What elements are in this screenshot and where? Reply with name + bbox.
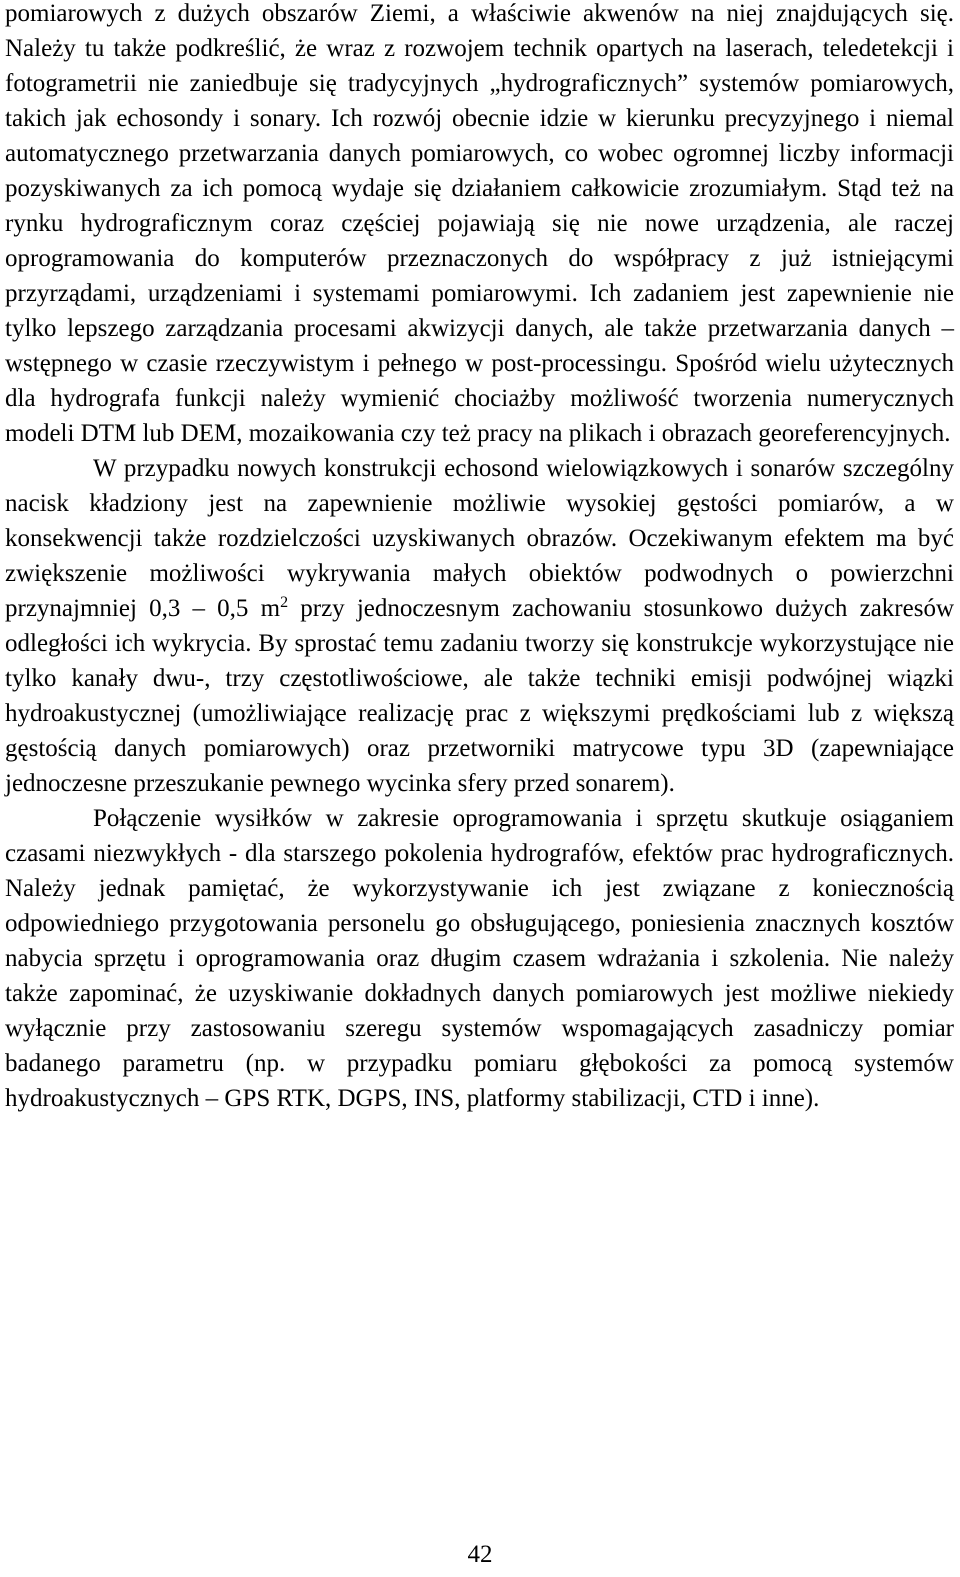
paragraph-software-hardware: Połączenie wysiłków w zakresie oprogramowania i sprzętu skutkuje osiąganiem czasami niezwykłych - dla starszego pokolenia hydrografów, efektów prac hydrograficznych. Należy jednak pamiętać, że wykorzystywanie ich jest związane z koniecznością odpowiedniego przygotowania personelu go obsługującego, poniesienia znacznych kosztów nabycia sprzętu i oprogramowania oraz długim czasem wdrażania i szkolenia. Nie należy także zapominać, że uzyskiwanie dokładnych danych pomiarowych jest możliwe niekiedy wyłącznie przy zastosowaniu szeregu systemów wspomagających zasadniczy pomiar badanego parametru (np. w przypadku pomiaru głębokości za pomocą systemów hydroakustycznych – GPS RTK, DGPS, INS, platformy stabilizacji, CTD i inne). [5, 805, 954, 1112]
paragraph-continued: pomiarowych z dużych obszarów Ziemi, a właściwie akwenów na niej znajdujących się. Należy tu także podkreślić, że wraz z rozwojem technik opartych na laserach, teledetekcji i fotogrametrii nie zaniedbuje się tradycyjnych „hydrograficznych” systemów pomiarowych, takich jak echosondy i sonary. Ich rozwój obecnie idzie w kierunku precyzyjnego i niemal automatycznego przetwarzania danych pomiarowych, co wobec ogromnej liczby informacji pozyskiwanych za ich pomocą wydaje się działaniem całkowicie zrozumiałym. Stąd też na rynku hydrograficznym coraz częściej pojawiają się nie nowe urządzenia, ale raczej oprogramowania do komputerów przeznaczonych do współpracy z już istniejącymi przyrządami, urządzeniami i systemami pomiarowymi. Ich zadaniem jest zapewnienie nie tylko lepszego zarządzania procesami akwizycji danych, ale także przetwarzania danych – wstępnego w czasie rzeczywistym i pełnego w post-processingu. Spośród wielu użytecznych dla hydrografa funkcji należy wymienić chociażby możliwość tworzenia numerycznych modeli DTM lub DEM, mozaikowania czy też pracy na plikach i obrazach georeferencyjnych. [5, 0, 954, 447]
body-text [5, 0, 954, 1116]
paragraph-text-before-superscript: W przypadku nowych konstrukcji echosond wielowiązkowych i sonarów szczególny nacisk kładziony jest na zapewnienie możliwie wysokiej gęstości pomiarów, a w konsekwencji także rozdzielczości uzyskiwanych obrazów. Oczekiwanym efektem ma być zwiększenie możliwości wykrywania małych obiektów podwodnych o powierzchni przynajmniej 0,3 – 0,5 m [5, 455, 954, 622]
paragraph-multibeam-echosounders [5, 451, 954, 801]
paragraph-text-after-superscript: przy jednoczesnym zachowaniu stosunkowo dużych zakresów odległości ich wykrycia. By sprostać temu zadaniu tworzy się konstrukcje wykorzystujące nie tylko kanały dwu-, trzy częstotliwościowe, ale także techniki emisji podwójnej wiązki hydroakustycznej (umożliwiające realizację prac z większymi prędkościami lub z większą gęstością danych pomiarowych) oraz przetworniki matrycowe typu 3D (zapewniające jednoczesne przeszukanie pewnego wycinka sfery przed sonarem). [5, 595, 954, 797]
superscript-exponent: 2 [280, 594, 289, 611]
page-number: 42 [467, 1541, 493, 1568]
